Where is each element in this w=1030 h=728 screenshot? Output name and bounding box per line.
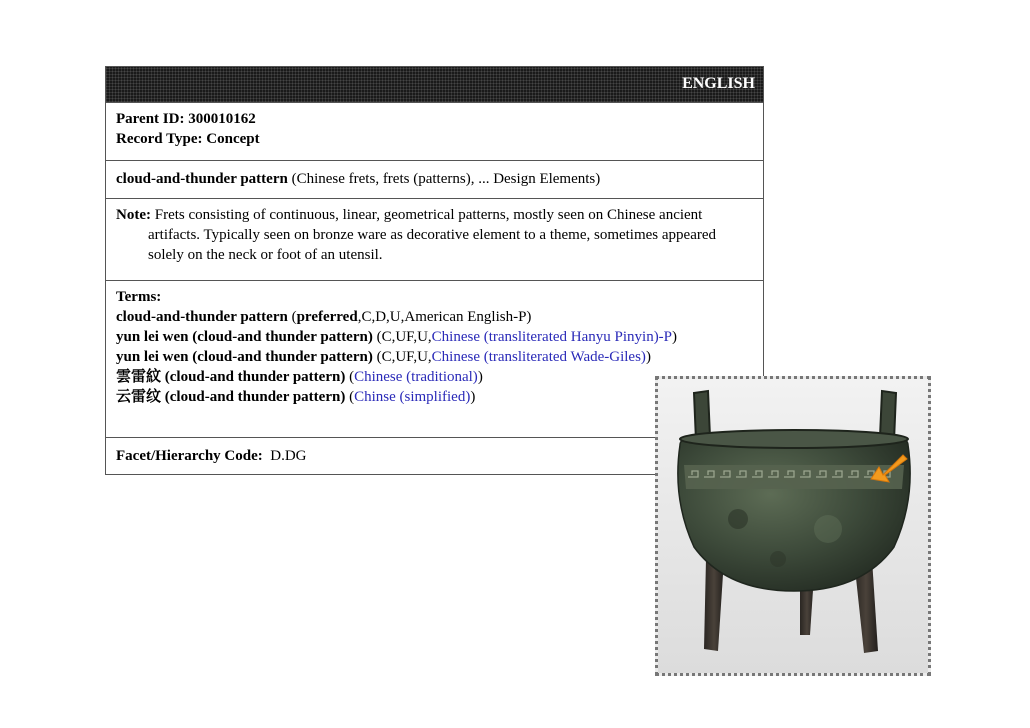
- bronze-vessel-image: [658, 379, 928, 673]
- terms-heading: Terms:: [116, 289, 162, 305]
- patina-spot: [770, 551, 786, 567]
- title-context: (Chinese frets, frets (patterns), ... Design Elements): [287, 171, 601, 187]
- vessel-rim: [680, 430, 908, 448]
- term-close: ): [672, 329, 678, 345]
- patina-spot: [728, 509, 748, 529]
- term-row: [116, 327, 753, 347]
- term-language-link[interactable]: Chinese (transliterated Hanyu Pinyin)-P: [431, 329, 673, 345]
- record-type: Record Type: Concept: [116, 131, 260, 147]
- term-qualifier: (C,UF,U,: [372, 329, 432, 345]
- record-ids: [106, 102, 763, 160]
- term-qualifier: (C,UF,U,: [372, 349, 432, 365]
- term-codes: ,C,D,U,American English-P): [357, 309, 532, 325]
- term-preferred-flag: preferred: [296, 309, 358, 325]
- record-title: [106, 160, 763, 198]
- term-close: ): [645, 349, 651, 365]
- term-language-link[interactable]: Chinse (simplified): [354, 389, 471, 405]
- term-close: ): [477, 369, 483, 385]
- language-label: ENGLISH: [682, 75, 755, 92]
- term-language-link[interactable]: Chinese (traditional): [354, 369, 478, 385]
- term-text: yun lei wen (cloud-and thunder pattern): [116, 349, 373, 365]
- patina-spot: [814, 515, 842, 543]
- term-text: 云雷纹 (cloud-and thunder pattern): [116, 389, 346, 405]
- facet-code: D.DG: [262, 448, 307, 464]
- note-text: Frets consisting of continuous, linear, geometrical patterns, mostly seen on Chinese ancient artifacts. Typically seen on bronze ware as decorative element to a theme, sometimes appeared solely on the neck or foot of an utensil.: [148, 207, 717, 263]
- vessel-photo-frame: [655, 376, 931, 676]
- note-label: Note:: [116, 207, 151, 223]
- term-qualifier: (: [287, 309, 297, 325]
- title-term: cloud-and-thunder pattern: [116, 171, 288, 187]
- term-row: [116, 307, 753, 327]
- term-qualifier: (: [345, 389, 355, 405]
- term-text: yun lei wen (cloud-and thunder pattern): [116, 329, 373, 345]
- parent-id: Parent ID: 300010162: [116, 111, 256, 127]
- note-paragraph: [116, 205, 753, 265]
- facet-label: Facet/Hierarchy Code:: [116, 448, 263, 464]
- term-row: [116, 347, 753, 367]
- scope-note: [106, 198, 763, 280]
- term-text: cloud-and-thunder pattern: [116, 309, 288, 325]
- term-qualifier: (: [345, 369, 355, 385]
- term-close: ): [470, 389, 476, 405]
- term-text: 雲雷紋 (cloud-and thunder pattern): [116, 369, 346, 385]
- term-language-link[interactable]: Chinese (transliterated Wade-Giles): [431, 349, 646, 365]
- language-header: [106, 67, 763, 102]
